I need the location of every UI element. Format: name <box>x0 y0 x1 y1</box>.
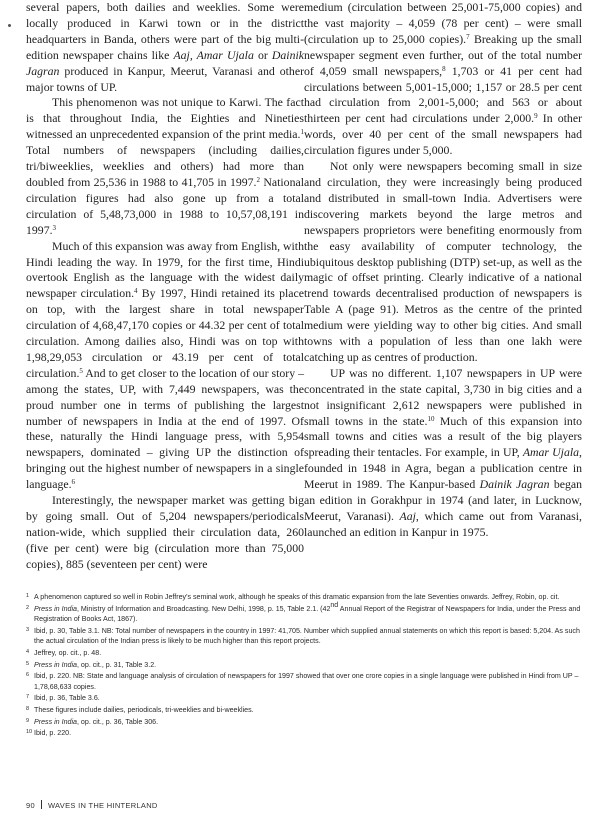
footnote-text <box>34 717 582 728</box>
footnote-ref: 10 <box>427 414 435 423</box>
text-run: several papers, both dailies and weeklies. Some were locally produced in Karwi town or in the district headquarters in Banda, others were part of the big multi-edition newspaper chains like <box>26 0 304 62</box>
footnote <box>26 660 582 671</box>
running-head: WAVES IN THE HINTERLAND <box>47 801 158 810</box>
page-footer <box>26 800 158 810</box>
margin-mark <box>8 24 11 27</box>
paragraph <box>26 239 304 494</box>
text-run: began an edition in Gorakhpur in 1974 (and later, in Lucknow, Meerut, Varanasi). <box>304 477 583 523</box>
text-run: Much of this expansion into small towns and cities was a result of the big players spreading their tentacles. For example, in UP, <box>304 413 582 460</box>
footnote-ref: 7 <box>466 32 470 41</box>
paragraph <box>26 95 304 238</box>
left-column <box>26 0 304 573</box>
footnote-ref: 2 <box>256 175 260 184</box>
footnote <box>26 705 582 716</box>
text-run: In other words, over 40 per cent of the small newspapers had circulation figures under 5,000. <box>304 111 582 158</box>
text-run: 1,703 or 41 per cent had circulations between 5,001-15,000; 1,157 or 28.5 per cent had circulation from 2,001-5,000; and 563 or about thirteen per cent had circulations under 2,000. <box>304 63 582 126</box>
paragraph <box>304 0 582 159</box>
text-run: Jeffrey, op. cit., p. 48. <box>34 648 102 657</box>
text-run: This phenomenon was not unique to Karwi. The fact is that throughout India, the Eighties and Nineties witnessed an unprecedented expansion of the print media. <box>26 95 304 142</box>
footnote-number: 7 <box>26 694 30 701</box>
text-run: Interestingly, the newspaper market was getting big by going small. Out of 5,204 newspapers/periodicals nation-wide, which supplied their circulation data, 260 (five per cent) were big (circulation more than 75,000 copies), 885 (seventeen per cent) were <box>26 493 304 571</box>
footnote-number: 10 <box>26 729 33 736</box>
footnote-number: 8 <box>26 705 30 712</box>
footnote-number: 4 <box>26 648 30 655</box>
footnote-text <box>34 671 582 692</box>
text-run: Breaking up the small newspaper segment even further, out of the total number of 4,059 small newspapers, <box>304 31 582 78</box>
footnote-text <box>34 728 582 739</box>
text-run: And to get closer to the location of our story – among the states, UP, with 7,449 newspapers, was the proud number one in terms of publishing the largest number of newspapers in India at the end of 1997. Of these, naturally the Hindi language press, with 5,954 newspapers, dominated – giving UP the distinction of bringing out the highest number of newspapers in a single language. <box>26 365 304 492</box>
text-run: Total numbers of newspapers (including dailies, tri/biweeklies, weeklies and others) had more than doubled from 25,536 in 1988 to 41,705 in 1997. <box>26 143 304 189</box>
footnotes <box>26 592 582 740</box>
footnote-number: 9 <box>26 717 30 724</box>
footer-divider <box>41 800 42 809</box>
italic-text: Press in India <box>34 604 77 613</box>
text-run: Not only were newspapers becoming small in size and circulation, they were increasingly being produced and distributed in small-town India. Advertisers were discovering markets beyond the large metros and newspapers proprietors were benefiting enormously from the easy availability of computer technology, the ubiquitous desktop publishing (DTP) set-up, as well as the magic of offset printing. Clearly indicative of a national trend towards decentralised production of newspapers is Table A (page 91). Metros as the centre of the printed medium were yielding way to other big cities. And small towns with a population of less than one lakh were catching up as centres of production. <box>304 159 582 364</box>
footnote-number: 3 <box>26 626 30 633</box>
text-run: medium (circulation between 25,001-75,000 copies) and the vast majority – 4,059 (78 per cent) – were small (circulation up to 25,000 copies). <box>304 0 582 46</box>
text-run: Annual Report of the Registrar of Newspapers for India, under the Press and Registration of Books Act, 1867). <box>34 604 581 624</box>
footnote-text <box>34 592 582 603</box>
footnote <box>26 601 582 625</box>
text-run: produced in Kanpur, Meerut, Varanasi and other major towns of UP. <box>26 63 304 94</box>
text-run: , op. cit., p. 36, Table 306. <box>76 717 159 726</box>
footnote <box>26 648 582 659</box>
italic-text: Press in India <box>34 717 77 726</box>
body-columns <box>26 0 582 573</box>
footnote <box>26 626 582 647</box>
footnote-ref: nd <box>330 601 339 609</box>
italic-text: Aaj, Amar Ujala <box>173 47 254 62</box>
text-run: , founded in 1948 in Agra, began a publication centre in Meerut in 1989. The Kanpur-based <box>304 445 582 492</box>
footnote-ref: 8 <box>442 64 446 73</box>
text-run: Ibid, p. 30, Table 3.1. NB: Total number of newspapers in the country in 1997: 41,705. Number which supplied annual statements on which this report is based: 5,204. As such the actual circulation of the Indian press is likely to be much higher than this report projects. <box>34 626 580 646</box>
paragraph <box>304 366 582 541</box>
footnote <box>26 693 582 704</box>
footnote-ref: 4 <box>134 287 138 296</box>
italic-text: Aaj <box>399 509 416 523</box>
footnote-number: 2 <box>26 604 30 611</box>
footnote-number: 6 <box>26 672 30 679</box>
footnote-text <box>34 601 582 625</box>
italic-text: Dainik Jagran <box>479 477 550 492</box>
text-run: or <box>253 47 272 62</box>
footnote <box>26 592 582 603</box>
footnote-ref: 6 <box>71 478 76 487</box>
footnote-ref: 3 <box>52 223 57 232</box>
paragraph <box>26 0 304 95</box>
right-column <box>304 0 582 573</box>
footnote-ref: 1 <box>300 128 304 137</box>
footnote-text <box>34 626 582 647</box>
text-run: UP was no different. 1,107 newspapers in UP were concentrated in the state capital, 3,730 in big cities and a not insignificant 2,612 newspapers were published in small towns in the state. <box>304 365 582 428</box>
text-run: , Ministry of Information and Broadcasting. New Delhi, 1998, p. 15, Table 2.1. (42 <box>76 604 331 613</box>
footnote <box>26 717 582 728</box>
text-run: By 1997, Hindi retained its place on top, with the largest share in total newspaper circulation of 4,68,47,170 copies or 44.32 per cent of total circulation. Among dailies also, Hindi was on top with 1,98,29,053 circulation or 43.19 per cent of total circulation. <box>26 286 304 380</box>
text-run: Ibid, p. 36, Table 3.6. <box>34 694 100 703</box>
text-run: A phenomenon captured so well in Robin Jeffrey's seminal work, although he speaks of this dramatic expansion from the late Seventies onwards. Jeffrey, Robin, op. cit. <box>34 593 560 601</box>
italic-text: Press in India <box>34 660 77 669</box>
italic-text: Amar Ujala <box>522 445 580 460</box>
paragraph <box>304 159 582 366</box>
footnote-ref: 5 <box>79 366 83 375</box>
italic-text: Dainik Jagran <box>26 47 304 78</box>
paragraph <box>26 493 304 573</box>
footnote <box>26 671 582 692</box>
footnote-text <box>34 648 582 659</box>
page-number: 90 <box>26 801 35 810</box>
footnote-text <box>34 705 582 716</box>
footnote <box>26 728 582 739</box>
footnote-number: 5 <box>26 660 30 667</box>
text-run: , which came out from Varanasi, launched an edition in Kanpur in 1975. <box>304 509 582 539</box>
footnote-number: 1 <box>26 593 30 599</box>
text-run: , op. cit., p. 31, Table 3.2. <box>76 660 157 669</box>
text-run: These figures include dailies, periodicals, tri-weeklies and bi-weeklies. <box>34 705 254 714</box>
footnote-text <box>34 693 582 704</box>
text-run: National circulation figures had also gone up from a total circulation of 5,48,73,000 in 1988 to 10,57,08,191 in 1997. <box>26 174 304 237</box>
text-run: Ibid, p. 220. NB: State and language analysis of circulation of newspapers for 1997 showed that over one crore copies in a single language were published in Hindi from UP – 1,78,68,633 copies. <box>34 672 579 691</box>
footnote-text <box>34 660 582 671</box>
footnote-ref: 9 <box>534 112 538 121</box>
text-run: Ibid, p. 220. <box>34 729 72 738</box>
text-run: Much of this expansion was away from English, with Hindi leading the way. In 1979, for the first time, Hindi overtook English as the language with the widest daily newspaper circulation. <box>26 238 304 301</box>
